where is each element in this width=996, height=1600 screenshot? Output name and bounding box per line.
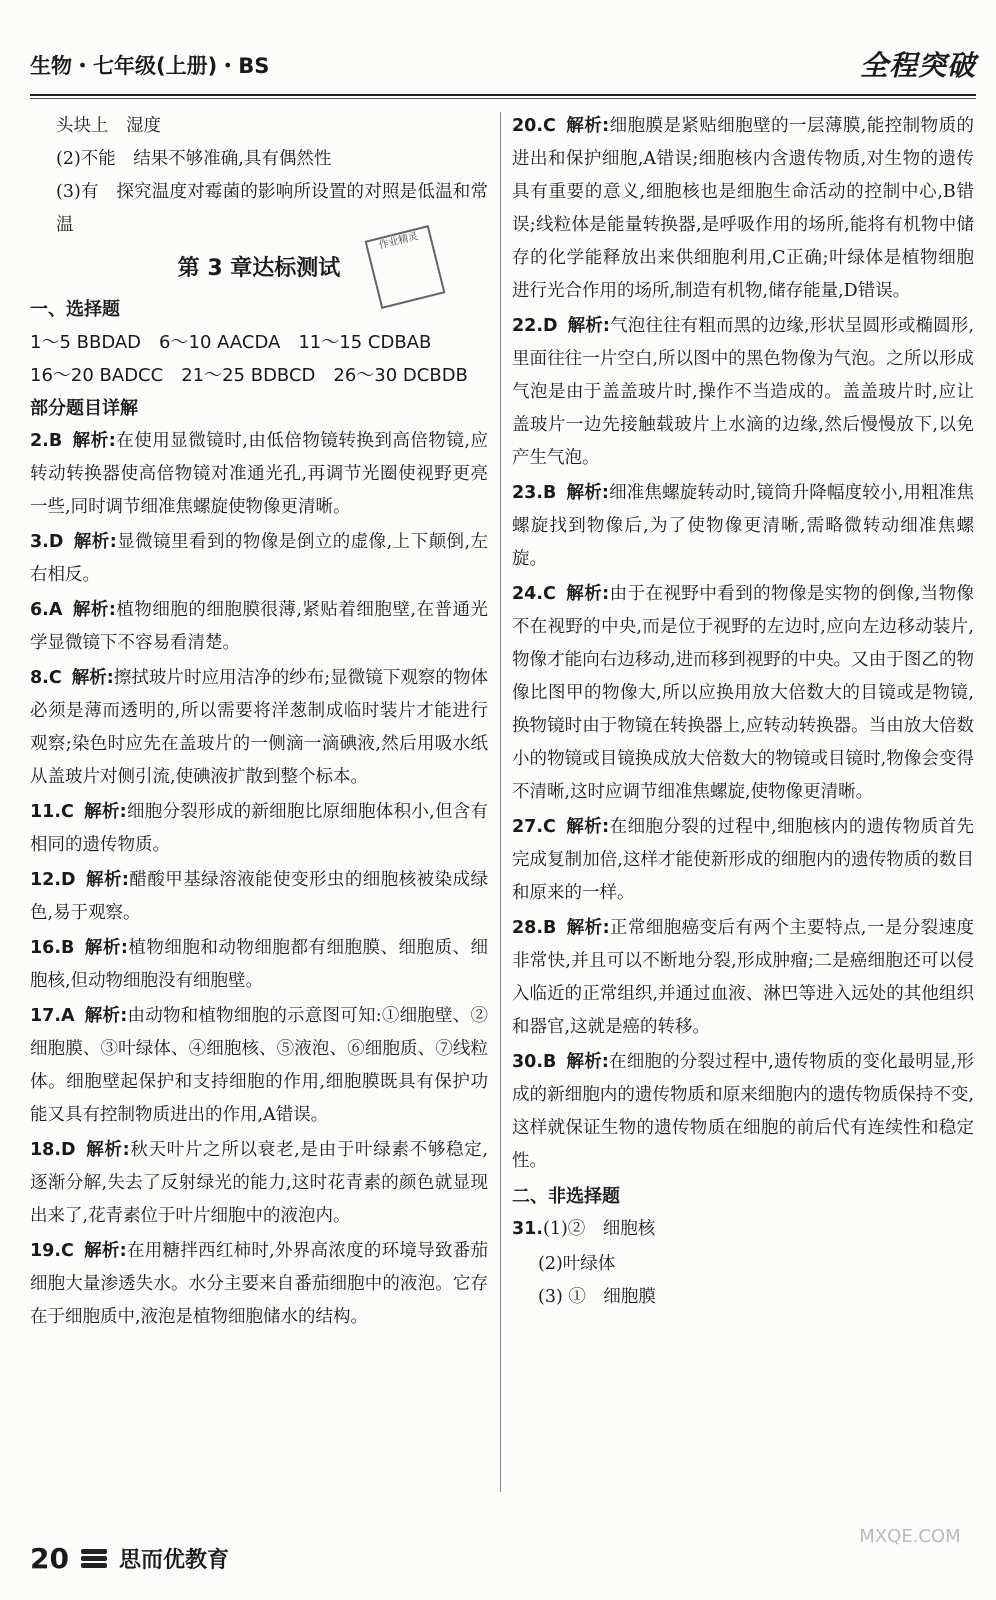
explanation-text: 细胞膜是紧贴细胞壁的一层薄膜,能控制物质的进出和保护细胞,A错误;细胞核内含遗传物质,对生物的遗传具有重要的意义,细胞核也是细胞生命活动的控制中心,B错误;线粒体是能量转换器,是呼吸作用的场所,能将有机物中储存的化学能释放出来供细胞利用,C正确;叶绿体是植物细胞进行光合作用的场所,制造有机物,储存能量,D错误。 (512, 116, 975, 301)
explanation-text: 由于在视野中看到的物像是实物的倒像,当物像不在视野的中央,而是位于视野的左边时,应向左边移动装片,物像才能向右边移动,进而移到视野的中央。又由于图乙的物像比图甲的物像大,所以应换用放大倍数大的目镜或是物镜,换物镜时由于物镜在转换器上,应转动转换器。当由放大倍数小的物镜或目镜换成放大倍数大的物镜或目镜时,物像会变得不清晰,这时应调节细准焦螺旋,使物像更清晰。 (512, 584, 975, 802)
explanation-label: 解析: (84, 1006, 128, 1026)
intro-line: (3)有 探究温度对霉菌的影响所设置的对照是低温和常温 (56, 182, 488, 235)
answer-line: (1)② 细胞核 (543, 1219, 656, 1239)
explanation-item (512, 811, 974, 910)
explanation-text: 在细胞分裂的过程中,细胞核内的遗传物质首先完成复制加倍,这样才能使新形成的细胞内的遗传物质的数目和原来的一样。 (512, 817, 975, 903)
answer-line: (3) ① 细胞膜 (538, 1287, 656, 1307)
explanation-label: 解析: (73, 532, 117, 552)
explanation-item (30, 1134, 488, 1233)
item-number: 31. (512, 1219, 544, 1239)
explanation-text: 植物细胞的细胞膜很薄,紧贴着细胞壁,在普通光学显微镜下不容易看清楚。 (30, 600, 488, 653)
page-header (30, 22, 976, 102)
item-number: 12.D (30, 870, 76, 890)
explanation-label: 解析: (83, 1241, 127, 1261)
explanation-item (512, 477, 974, 576)
explanation-text: 在使用显微镜时,由低倍物镜转换到高倍物镜,应转动转换器使高倍物镜对准通光孔,再调节光圈使视野更亮一些,同时调节细准焦螺旋使物像更清晰。 (30, 431, 489, 517)
explanation-text: 秋天叶片之所以衰老,是由于叶绿素不够稳定,逐渐分解,失去了反射绿光的能力,这时花青素的颜色就显现出来了,花青素位于叶片细胞中的液泡内。 (30, 1140, 489, 1226)
explanation-item (30, 932, 488, 998)
book-title: 生物・七年级(上册)・BS (30, 54, 270, 78)
corner-watermark: MXQE.COM (859, 1526, 961, 1547)
right-items (512, 110, 974, 1178)
explanation-text: 由动物和植物细胞的示意图可知:①细胞壁、②细胞膜、③叶绿体、④细胞核、⑤液泡、⑥细胞质、⑦线粒体。细胞壁起保护和支持细胞的作用,细胞膜既具有保护功能又具有控制物质进出的作用,A错误。 (30, 1006, 488, 1125)
brand-name: 思而优教育 (118, 1547, 229, 1573)
explanation-label: 解析: (83, 802, 127, 822)
explanation-item (512, 912, 974, 1044)
explanation-item (512, 310, 974, 475)
explain-heading: 部分题目详解 (30, 398, 138, 419)
item-number: 11.C (30, 802, 74, 822)
item-number: 6.A (30, 600, 63, 620)
answers-row: 16～20 BADCC 21～25 BDBCD 26～30 DCBDB (30, 365, 468, 386)
left-items (30, 425, 488, 1334)
item-number: 17.A (30, 1006, 75, 1026)
explanation-text: 细准焦螺旋转动时,镜筒升降幅度较小,用粗准焦螺旋找到物像后,为了使物像更清晰,需略微转动细准焦螺旋。 (512, 483, 975, 569)
brand-logo-icon (81, 1547, 107, 1569)
intro-line: 头块上 湿度 (56, 116, 161, 136)
question-31 (512, 1213, 974, 1246)
right-column (512, 110, 974, 1314)
explanation-label: 解析: (565, 817, 610, 837)
item-number: 3.D (30, 532, 64, 552)
explanation-text: 在用糖拌西红柿时,外界高浓度的环境导致番茄细胞大量渗透失水。水分主要来自番茄细胞中的液泡。它存在于细胞质中,液泡是植物细胞储水的结构。 (30, 1241, 489, 1327)
item-number: 27.C (512, 817, 556, 837)
page-footer (30, 1538, 229, 1578)
page-number: 20 (30, 1541, 69, 1575)
header-rule-thin (30, 98, 976, 99)
explanation-text: 植物细胞和动物细胞都有细胞膜、细胞质、细胞核,但动物细胞没有细胞壁。 (30, 938, 489, 991)
explanation-item (30, 662, 488, 794)
explanation-item (30, 594, 488, 660)
column-divider (500, 112, 501, 1492)
item-number: 8.C (30, 668, 62, 688)
item-number: 28.B (512, 918, 557, 938)
explanation-text: 在细胞的分裂过程中,遗传物质的变化最明显,形成的新细胞内的遗传物质和原来细胞内的遗传物质保持不变,这样就保证生物的遗传物质在细胞的前后代有连续性和稳定性。 (512, 1052, 975, 1171)
explanation-label: 解析: (566, 483, 609, 503)
choice-heading: 一、选择题 (30, 299, 120, 320)
answers-row: 1～5 BBDAD 6～10 AACDA 11～15 CDBAB (30, 332, 432, 353)
item-number: 18.D (30, 1140, 76, 1160)
explanation-text: 气泡往往有粗而黑的边缘,形状呈圆形或椭圆形,里面往往一片空白,所以图中的黑色物像为气泡。之所以形成气泡是由于盖盖玻片时,操作不当造成的。盖盖玻片时,应让盖玻片一边先接触载玻片上水滴的边缘,然后慢慢放下,以免产生气泡。 (512, 316, 975, 468)
explanation-item (30, 425, 488, 524)
section-title: 第 3 章达标测试 (177, 256, 341, 281)
explanation-label: 解析: (85, 1140, 130, 1160)
explanation-label: 解析: (72, 431, 116, 451)
explanation-label: 解析: (565, 584, 610, 604)
explanation-label: 解析: (85, 870, 129, 890)
item-number: 16.B (30, 938, 75, 958)
left-column (30, 110, 488, 1336)
explanation-text: 细胞分裂形成的新细胞比原细胞体积小,但含有相同的遗传物质。 (30, 802, 489, 855)
explanation-text: 显微镜里看到的物像是倒立的虚像,上下颠倒,左右相反。 (30, 532, 489, 585)
item-number: 19.C (30, 1241, 74, 1261)
explanation-item (30, 864, 488, 930)
explanation-text: 醋酸甲基绿溶液能使变形虫的细胞核被染成绿色,易于观察。 (30, 870, 489, 923)
header-rule (30, 94, 976, 96)
explanation-label: 解析: (566, 918, 610, 938)
explanation-label: 解析: (567, 316, 610, 336)
stamp: 作业精灵 (365, 225, 446, 309)
explanation-label: 解析: (72, 600, 116, 620)
explanation-item (30, 1000, 488, 1132)
explanation-text: 正常细胞癌变后有两个主要特点,一是分裂速度非常快,并且可以不断地分裂,形成肿瘤;二是癌细胞还可以侵入临近的正常组织,并通过血液、淋巴等进入远处的其他组织和器官,这就是癌的转移。 (512, 918, 975, 1037)
explanation-item (30, 526, 488, 592)
item-number: 22.D (512, 316, 558, 336)
nonchoice-heading: 二、非选择题 (512, 1186, 620, 1207)
intro-line: (2)不能 结果不够准确,具有偶然性 (56, 149, 332, 169)
explanation-label: 解析: (84, 938, 128, 958)
item-number: 20.C (512, 116, 556, 136)
explanation-item (512, 1046, 974, 1178)
item-number: 23.B (512, 483, 557, 503)
explanation-label: 解析: (565, 116, 610, 136)
explanation-label: 解析: (566, 1052, 609, 1072)
explanation-item (512, 578, 974, 809)
explanation-item (30, 1235, 488, 1334)
explanation-label: 解析: (71, 668, 114, 688)
explanation-item (512, 110, 974, 308)
explanation-item (30, 796, 488, 862)
item-number: 2.B (30, 431, 63, 451)
item-number: 30.B (512, 1052, 557, 1072)
series-logo: 全程突破 (859, 49, 976, 82)
item-number: 24.C (512, 584, 556, 604)
explanation-text: 擦拭玻片时应用洁净的纱布;显微镜下观察的物体必须是薄而透明的,所以需要将洋葱制成临时装片才能进行观察;染色时应先在盖玻片的一侧滴一滴碘液,然后用吸水纸从盖玻片对侧引流,使碘液扩散到整个标本。 (30, 668, 488, 787)
answer-line: (2)叶绿体 (538, 1254, 616, 1274)
